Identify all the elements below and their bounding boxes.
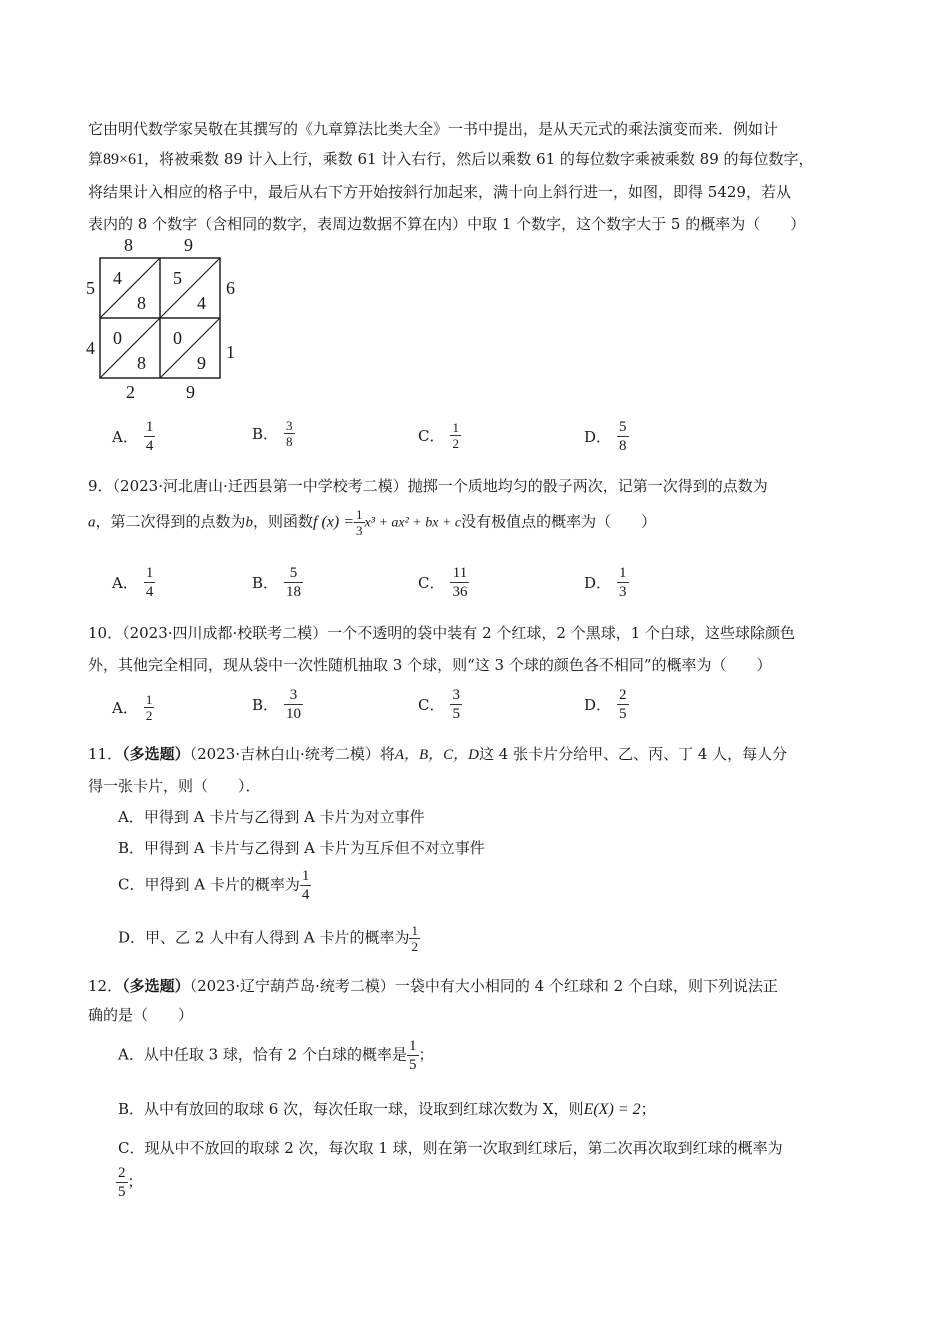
grid-top-1: 9	[184, 235, 193, 255]
q12-line2: 确的是（ ）	[88, 1006, 194, 1024]
q10-option-b[interactable]: B． $\frac{3}{10}$	[252, 687, 302, 722]
q10-option-c[interactable]: C． $\frac{3}{5}$	[418, 687, 460, 722]
q8-line2	[88, 148, 814, 169]
q11-option-c[interactable]: C．甲得到 A 卡片的概率为 $\frac{1}{4}$	[118, 868, 310, 903]
q9-function: f (x) =	[313, 513, 355, 531]
q8-option-a[interactable]: A． $\frac{1}{4}$	[112, 419, 154, 454]
grid-cell-0-upper: 4	[113, 268, 122, 288]
grid-bottom-1: 9	[186, 382, 195, 402]
q9-option-d[interactable]: D． $\frac{1}{3}$	[584, 565, 627, 600]
grid-bottom-0: 2	[126, 382, 135, 402]
grid-right-1: 1	[226, 342, 235, 362]
grid-cell-1-upper: 5	[173, 268, 182, 288]
q9-option-b[interactable]: B． $\frac{5}{18}$	[252, 565, 302, 600]
q10-line2: 外，其他完全相同，现从袋中一次性随机抽取 3 个球，则“这 3 个球的颜色各不相同”的概率为（ ）	[88, 656, 772, 674]
q8-expression: 89×61	[103, 151, 145, 168]
q12-option-b[interactable]: B．从中有放回的取球 6 次，每次任取一球，设取到红球次数为 X，则E(X) = 2；	[118, 1100, 656, 1118]
q8-option-b[interactable]: B． $\frac{3}{8}$	[252, 418, 293, 449]
grid-cell-3-upper: 0	[173, 328, 182, 348]
q12-line1: 12．（多选题）（2023·辽宁葫芦岛·统考二模）一袋中有大小相同的 4 个红球和 2 个白球，则下列说法正	[88, 977, 778, 995]
q9-line1: 9．（2023·河北唐山·迁西县第一中学校考二模）抛掷一个质地均匀的骰子两次，记第一次得到的点数为	[88, 477, 768, 495]
q10-line1: 10．（2023·四川成都·校联考二模）一个不透明的袋中装有 2 个红球，2 个黑球，1 个白球，这些球除颜色	[88, 624, 796, 642]
q8-line1: 它由明代数学家吴敬在其撰写的《九章算法比类大全》一书中提出，是从天元式的乘法演变而来．例如计	[88, 120, 779, 138]
q9-option-c[interactable]: C． $\frac{11}{36}$	[418, 565, 468, 600]
grid-cell-0-lower: 8	[137, 293, 146, 313]
q11-line1: 11．（多选题）（2023·吉林白山·统考二模）将A，B，C，D这 4 张卡片分给甲、乙、丙、丁 4 人，每人分	[88, 745, 788, 763]
grid-left-1: 4	[86, 338, 95, 358]
q12-multi-tag: （多选题）	[122, 977, 190, 995]
q8-line2-pre: 算	[88, 150, 104, 168]
q10-option-d[interactable]: D． $\frac{2}{5}$	[584, 687, 627, 722]
grid-top-0: 8	[124, 235, 133, 255]
q11-option-a[interactable]: A．甲得到 A 卡片与乙得到 A 卡片为对立事件	[118, 808, 425, 826]
q11-option-d[interactable]: D．甲、乙 2 人中有人得到 A 卡片的概率为 $\frac{1}{2}$	[118, 923, 418, 954]
lattice-grid	[80, 235, 250, 408]
q8-option-c[interactable]: C． $\frac{1}{2}$	[418, 420, 459, 451]
q10-option-a[interactable]: A． $\frac{1}{2}$	[112, 692, 153, 723]
q9-option-a[interactable]: A． $\frac{1}{4}$	[112, 565, 154, 600]
q8-line2-post: ，将被乘数 89 计入上行，乘数 61 计入右行，然后以乘数 61 的每位数字乘被乘数 89 的每位数字，	[144, 150, 814, 168]
grid-right-0: 6	[226, 278, 235, 298]
grid-cell-3-lower: 9	[197, 353, 206, 373]
q11-line2: 得一张卡片，则（ ）．	[88, 777, 261, 795]
q12-option-a[interactable]: A．从中任取 3 球，恰有 2 个白球的概率是 $\frac{1}{5}$ ；	[118, 1038, 434, 1073]
q11-option-b[interactable]: B．甲得到 A 卡片与乙得到 A 卡片为互斥但不对立事件	[118, 839, 485, 857]
grid-cell-2-upper: 0	[113, 328, 122, 348]
grid-cell-1-lower: 4	[197, 293, 206, 313]
q11-multi-tag: （多选题）	[122, 745, 190, 763]
grid-left-0: 5	[86, 278, 95, 298]
q9-line2: a，第二次得到的点数为b，则函数f (x) = $\frac{1}{3}$ x³ + ax² + bx + c没有极值点的概率为（ ）	[88, 507, 657, 538]
grid-cell-2-lower: 8	[137, 353, 146, 373]
q12-option-c[interactable]: C．现从中不放回的取球 2 次，每次取 1 球，则在第一次取到红球后，第二次再次取到红球的概率为	[118, 1139, 783, 1157]
lattice-grid-lines	[80, 238, 250, 408]
q8-option-d[interactable]: D． $\frac{5}{8}$	[584, 419, 627, 454]
q12-option-c-value: $\frac{2}{5}$ ；	[118, 1165, 143, 1200]
q8-line3: 将结果计入相应的格子中，最后从右下方开始按斜行加起来，满十向上斜行进一，如图，即得 5429，若从	[88, 183, 791, 201]
q8-line4: 表内的 8 个数字（含相同的数字，表周边数据不算在内）中取 1 个数字，这个数字大于 5 的概率为（ ）	[88, 215, 806, 233]
